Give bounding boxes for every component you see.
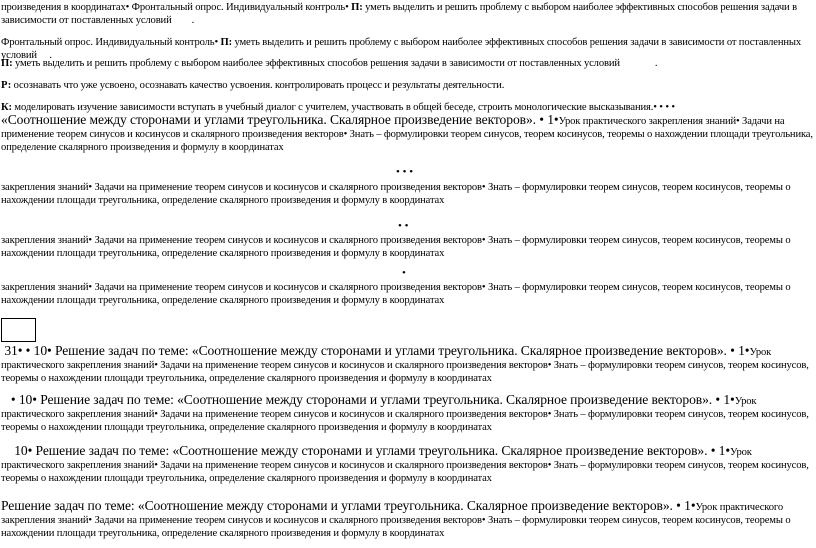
paragraph-b: закрепления знаний• Задачи на применение теорем синусов и косинусов и скалярного произведения векторов• Знать – формулировки теорем синусов, теорем косинусов, теоремы о нахождении площади треугольника, определение скалярного произведения и формулу в координатах: [1, 235, 791, 259]
paragraph-c: закрепления знаний• Задачи на применение теорем синусов и косинусов и скалярного произведения векторов• Знать – формулировки теорем синусов, теорем косинусов, теоремы о нахождении площади треугольника, определение скалярного произведения и формулу в координатах: [1, 282, 791, 306]
row3-rest: Урок практического закрепления знаний• Задачи на применение теорем синусов и косинусов и скалярного произведения векторов• Знать – формулировки теорем синусов, теорем косинусов, теоремы о нахождении площади треугольника, определение скалярного произведения и формулу в координатах: [1, 447, 812, 484]
text-line-4: [1, 79, 813, 92]
paragraph-a: закрепления знаний• Задачи на применение теорем синусов и косинусов и скалярного произведения векторов• Знать – формулировки теорем синусов, теорем косинусов, теоремы о нахождении площади треугольника, определение скалярного произведения и формулу в координатах: [1, 182, 791, 206]
row2-rest: Урок практического закрепления знаний• Задачи на применение теорем синусов и косинусов и скалярного произведения векторов• Знать – формулировки теорем синусов, теорем косинусов, теоремы о нахождении площади треугольника, определение скалярного произведения и формулу в координатах: [1, 396, 812, 433]
row4-rest: Урок практического закрепления знаний• Задачи на применение теорем синусов и косинусов и скалярного произведения векторов• Знать – формулировки теорем синусов, теорем косинусов, теоремы о нахождении площади треугольника, определение скалярного произведения и формулу в координатах: [1, 502, 791, 539]
line1-text: произведения в координатах• Фронтальный опрос. Индивидуальный контроль•: [1, 2, 352, 13]
row2-title: • 10• Решение задач по теме: «Соотношение между сторонами и углами треугольника. Скалярное произведение векторов». • 1•: [1, 392, 735, 407]
text-line-1: [1, 1, 813, 27]
line3-p-label: П:: [1, 58, 13, 69]
block6-title: «Соотношение между сторонами и углами треугольника. Скалярное произведение векторов». • 1•: [1, 112, 559, 127]
bullet-dots-b: • •: [398, 220, 409, 232]
row-block-1: [1, 344, 813, 385]
row-block-4: [1, 499, 813, 540]
row-block-3: [1, 444, 813, 485]
line2-rest: уметь выделить и решить проблему с выбором наиболее эффективных способов решения задачи в зависимости от поставленных условий .: [1, 37, 804, 61]
line1-p-label: П:: [351, 2, 363, 13]
row4-title: Решение задач по теме: «Соотношение между сторонами и углами треугольника. Скалярное произведение векторов». • 1•: [1, 498, 696, 513]
line1-rest: уметь выделить и решить проблему с выбором наиболее эффективных способов решения задачи в зависимости от поставленных условий .: [1, 2, 800, 26]
line4-rest: осознавать что уже усвоено, осознавать качество усвоения. контролировать процесс и результаты деятельности.: [11, 80, 505, 91]
line5-rest: моделировать изучение зависимости вступать в учебный диалог с учителем, участвовать в общей беседе, строить монологические высказывания.• • • •: [11, 102, 675, 113]
row1-rest: Урок практического закрепления знаний• Задачи на применение теорем синусов и косинусов и скалярного произведения векторов• Знать – формулировки теорем синусов, теорем косинусов, теоремы о нахождении площади треугольника, определение скалярного произведения и формулу в координатах: [1, 347, 812, 384]
line2-text: Фронтальный опрос. Индивидуальный контроль•: [1, 37, 221, 48]
line2-p-label: П:: [220, 37, 232, 48]
text-line-3: [1, 57, 813, 70]
text-block-6: [1, 113, 813, 154]
row1-title: 31• • 10• Решение задач по теме: «Соотношение между сторонами и углами треугольника. Скалярное произведение векторов». • 1•: [1, 343, 750, 358]
bullet-dots-a: • • •: [396, 166, 414, 178]
empty-cell-box: [1, 318, 36, 342]
line5-k-label: К:: [1, 102, 12, 113]
line3-rest: уметь выделить и решить проблему с выбором наиболее эффективных способов решения задачи в зависимости от поставленных условий .: [12, 58, 658, 69]
block6-rest: Урок практического закрепления знаний• Задачи на применение теорем синусов и косинусов и скалярного произведения векторов• Знать – формулировки теорем синусов, теорем косинусов, теоремы о нахождении площади треугольника, определение скалярного произведения и формулу в координатах: [1, 116, 813, 153]
row-block-2: [1, 393, 813, 434]
bullet-dots-c: •: [402, 267, 406, 279]
row3-title: 10• Решение задач по теме: «Соотношение между сторонами и углами треугольника. Скалярное произведение векторов». • 1•: [1, 443, 731, 458]
line4-r-label: Р:: [1, 80, 12, 91]
